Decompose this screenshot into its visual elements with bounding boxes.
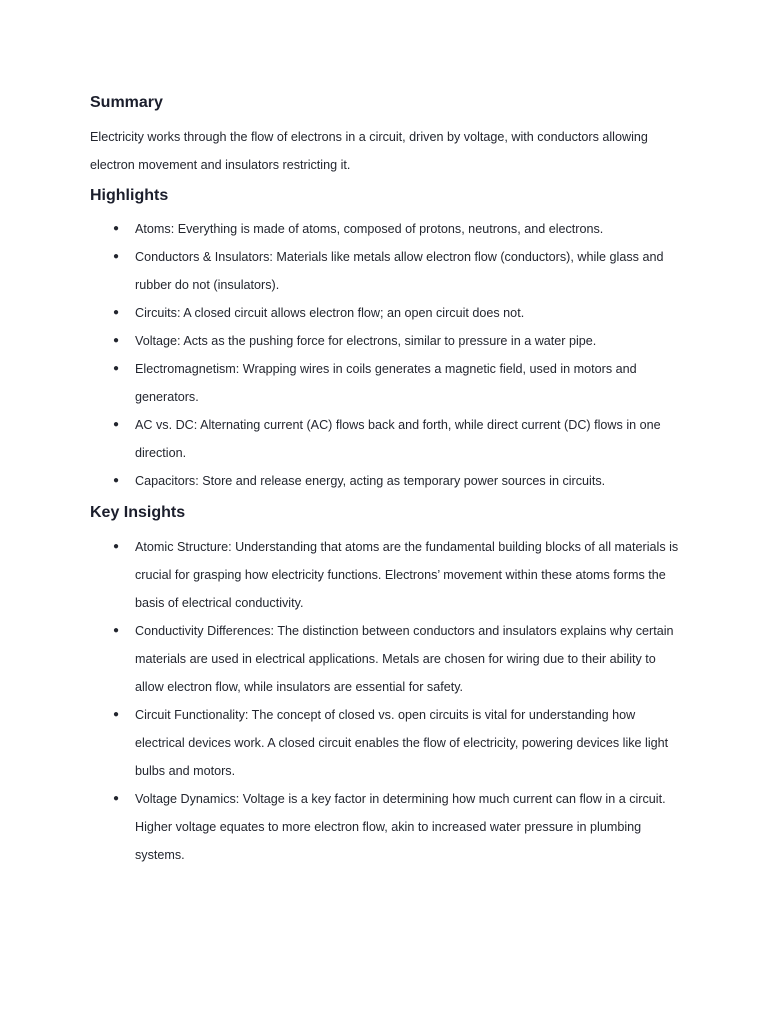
bullet-icon: ● [113, 419, 120, 430]
insight-item [0, 785, 680, 869]
bullet-icon: ● [113, 363, 120, 374]
highlight-text: Circuits: A closed circuit allows electron flow; an open circuit does not. [135, 306, 525, 320]
highlight-item [0, 215, 680, 243]
bullet-icon: ● [113, 335, 120, 346]
highlight-item [0, 467, 680, 495]
highlights-heading: Highlights [90, 187, 169, 204]
bullet-icon: ● [113, 793, 120, 804]
highlight-item [0, 411, 680, 467]
bullet-icon: ● [113, 223, 120, 234]
insight-item [0, 533, 680, 617]
highlight-item [0, 327, 680, 355]
highlight-text: Conductors & Insulators: Materials like metals allow electron flow (conductors), while glass and rubber do not (insulators). [135, 250, 664, 292]
insight-item [0, 617, 680, 701]
highlight-item [0, 243, 680, 299]
highlight-text: Electromagnetism: Wrapping wires in coils generates a magnetic field, used in motors and generators. [135, 362, 637, 404]
highlight-item [0, 355, 680, 411]
summary-heading: Summary [90, 94, 163, 111]
insight-item [0, 701, 680, 785]
summary-text: Electricity works through the flow of electrons in a circuit, driven by voltage, with conductors allowing electron movement and insulators restricting it. [90, 130, 648, 172]
insight-text: Conductivity Differences: The distinction between conductors and insulators explains why certain materials are used in electrical applications. Metals are chosen for wiring due to their ability to allow electron flow, while insulators are essential for safety. [135, 624, 674, 694]
highlight-text: Capacitors: Store and release energy, acting as temporary power sources in circuits. [135, 474, 606, 488]
bullet-icon: ● [113, 709, 120, 720]
bullet-icon: ● [113, 541, 120, 552]
key-insights-heading: Key Insights [90, 504, 186, 521]
bullet-icon: ● [113, 625, 120, 636]
bullet-icon: ● [113, 475, 120, 486]
key-insights-list [0, 533, 768, 869]
insight-text: Voltage Dynamics: Voltage is a key factor in determining how much current can flow in a circuit. Higher voltage equates to more electron flow, akin to increased water pressure in plumbing systems. [135, 792, 666, 862]
highlights-list [0, 215, 768, 495]
highlight-text: Voltage: Acts as the pushing force for electrons, similar to pressure in a water pipe. [135, 334, 597, 348]
insight-text: Atomic Structure: Understanding that atoms are the fundamental building blocks of all materials is crucial for grasping how electricity functions. Electrons’ movement within these atoms forms the basis of electrical conductivity. [135, 540, 679, 610]
insight-text: Circuit Functionality: The concept of closed vs. open circuits is vital for understanding how electrical devices work. A closed circuit enables the flow of electricity, powering devices like light bulbs and motors. [135, 708, 669, 778]
highlight-text: AC vs. DC: Alternating current (AC) flows back and forth, while direct current (DC) flows in one direction. [135, 418, 661, 460]
highlight-text: Atoms: Everything is made of atoms, composed of protons, neutrons, and electrons. [135, 222, 604, 236]
bullet-icon: ● [113, 251, 120, 262]
bullet-icon: ● [113, 307, 120, 318]
highlight-item [0, 299, 680, 327]
